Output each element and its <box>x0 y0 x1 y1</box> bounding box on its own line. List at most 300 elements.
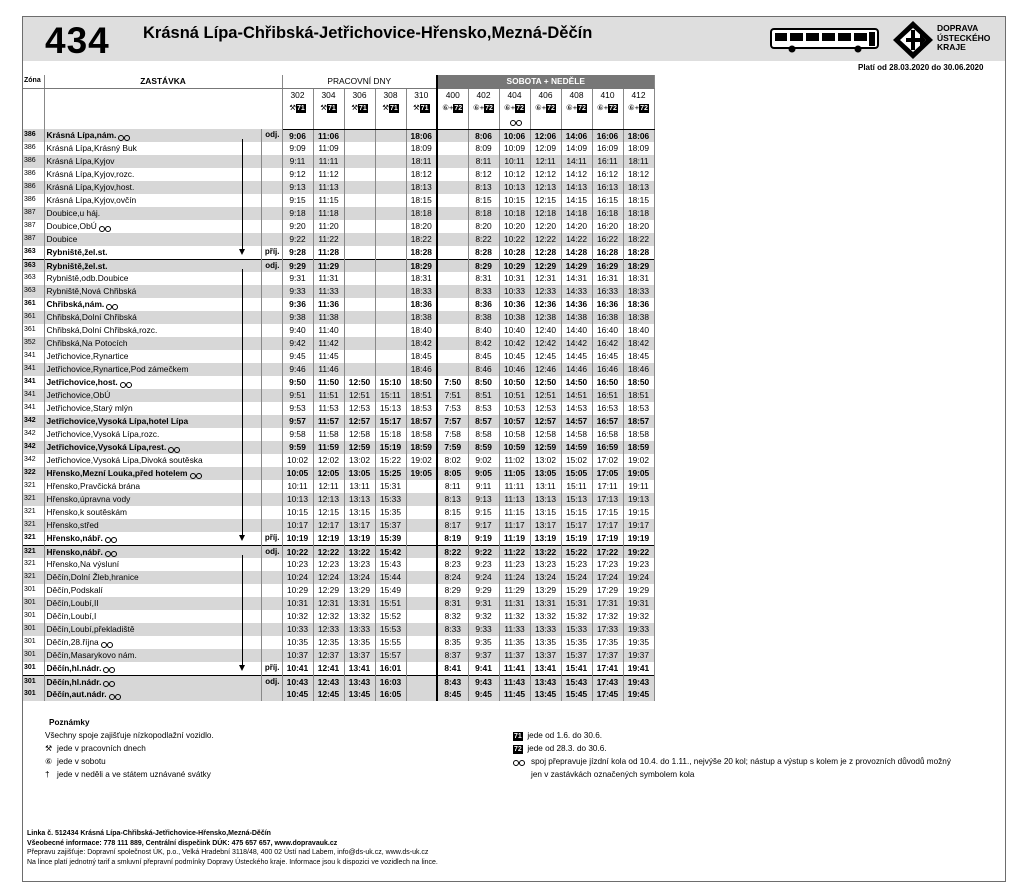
table-row <box>23 324 654 337</box>
arr-dep-label <box>261 506 282 519</box>
table-row <box>23 649 654 662</box>
departure-time: 8:40 <box>468 324 499 337</box>
departure-time <box>344 129 375 142</box>
day-mark-icon: ⑥+ <box>535 103 547 113</box>
departure-time: 13:19 <box>530 532 561 545</box>
departure-time: 7:51 <box>437 389 468 402</box>
departure-time: 18:42 <box>623 337 654 350</box>
table-row <box>23 532 654 545</box>
stop-name <box>44 623 261 636</box>
departure-time: 18:59 <box>623 441 654 454</box>
departure-time <box>375 168 406 181</box>
zone-cell: 301 <box>23 597 44 610</box>
departure-time: 11:19 <box>499 532 530 545</box>
departure-time: 10:29 <box>499 259 530 272</box>
zone-cell: 301 <box>23 688 44 701</box>
arr-dep-label <box>261 649 282 662</box>
departure-time: 13:02 <box>530 454 561 467</box>
departure-time: 13:29 <box>530 584 561 597</box>
table-row <box>23 675 654 688</box>
stop-cell <box>44 88 282 129</box>
departure-time: 8:09 <box>468 142 499 155</box>
departure-time: 11:46 <box>313 363 344 376</box>
departure-time: 8:11 <box>437 480 468 493</box>
code-badge: 71 <box>327 105 336 113</box>
departure-time: 9:57 <box>282 415 313 428</box>
trip-marks <box>499 101 530 115</box>
departure-time <box>406 597 437 610</box>
arr-dep-label <box>261 194 282 207</box>
day-mark-icon: ⑥+ <box>442 103 454 113</box>
departure-time: 13:05 <box>530 467 561 480</box>
departure-time: 12:22 <box>530 233 561 246</box>
code-badge: 72 <box>640 105 648 113</box>
trip-bike-cell <box>375 115 406 129</box>
departure-time: 19:35 <box>623 636 654 649</box>
departure-time: 17:19 <box>592 532 623 545</box>
departure-time: 10:28 <box>499 246 530 259</box>
departure-time: 11:22 <box>313 233 344 246</box>
note-text: jede od 28.3. do 30.6. <box>527 744 607 753</box>
departure-time: 18:33 <box>406 285 437 298</box>
departure-time: 15:42 <box>375 545 406 558</box>
departure-time: 11:17 <box>499 519 530 532</box>
departure-time: 11:29 <box>313 259 344 272</box>
code-badge: 72 <box>609 105 617 113</box>
arr-dep-label <box>261 142 282 155</box>
departure-time: 10:42 <box>499 337 530 350</box>
departure-time: 15:53 <box>375 623 406 636</box>
arr-dep-label: odj. <box>261 259 282 272</box>
departure-time: 9:11 <box>282 155 313 168</box>
footer-line: Na lince platí jednotný tarif a smluvní přepravní podmínky Dopravy Ústeckého kraje. Informace jsou k dispozici ve vozidlech na lince. <box>27 858 438 866</box>
departure-time: 9:12 <box>282 168 313 181</box>
day-mark-icon: ⚒ <box>351 103 358 113</box>
departure-time: 11:51 <box>313 389 344 402</box>
day-mark-icon: ⑥+ <box>597 103 609 113</box>
arr-dep-label <box>261 376 282 389</box>
departure-time: 18:59 <box>406 441 437 454</box>
departure-time: 15:18 <box>375 428 406 441</box>
note-item <box>45 755 214 768</box>
arr-dep-label <box>261 584 282 597</box>
departure-time <box>437 207 468 220</box>
departure-time <box>437 272 468 285</box>
bicycle-icon <box>510 118 522 125</box>
zone-cell: 386 <box>23 142 44 155</box>
departure-time: 9:05 <box>468 467 499 480</box>
departure-time: 9:43 <box>468 675 499 688</box>
departure-time: 16:13 <box>592 181 623 194</box>
departure-time <box>375 337 406 350</box>
arr-dep-label <box>261 493 282 506</box>
zone-cell: 363 <box>23 272 44 285</box>
logo-text-line: DOPRAVA <box>937 23 979 33</box>
departure-time: 8:23 <box>437 558 468 571</box>
table-row <box>23 376 654 389</box>
bicycle-icon <box>103 679 115 686</box>
stop-name <box>44 519 261 532</box>
departure-time: 16:15 <box>592 194 623 207</box>
zone-cell: 341 <box>23 350 44 363</box>
departure-time: 15:37 <box>561 649 592 662</box>
departure-time: 18:28 <box>623 246 654 259</box>
departure-time: 18:13 <box>406 181 437 194</box>
trip-bike-cell <box>561 115 592 129</box>
zone-cell: 352 <box>23 337 44 350</box>
departure-time: 8:53 <box>468 402 499 415</box>
departure-time: 12:42 <box>530 337 561 350</box>
departure-time: 15:11 <box>375 389 406 402</box>
departure-time: 12:37 <box>313 649 344 662</box>
departure-time: 9:38 <box>282 311 313 324</box>
departure-time: 9:17 <box>468 519 499 532</box>
departure-time: 19:19 <box>623 532 654 545</box>
trip-bike-cell <box>623 115 654 129</box>
departure-time: 15:22 <box>561 545 592 558</box>
departure-time: 8:57 <box>468 415 499 428</box>
departure-time: 13:33 <box>344 623 375 636</box>
stop-name-text: Jetřichovice,Starý mlýn <box>46 403 133 414</box>
departure-time: 18:53 <box>623 402 654 415</box>
table-row <box>23 181 654 194</box>
departure-time: 16:31 <box>592 272 623 285</box>
code-badge: 72 <box>454 105 463 113</box>
departure-time: 12:33 <box>313 623 344 636</box>
departure-time: 10:20 <box>499 220 530 233</box>
departure-time: 12:51 <box>530 389 561 402</box>
arr-dep-label <box>261 363 282 376</box>
departure-time: 19:23 <box>623 558 654 571</box>
departure-time: 10:36 <box>499 298 530 311</box>
departure-time <box>437 259 468 272</box>
departure-time: 10:33 <box>499 285 530 298</box>
departure-time: 14:45 <box>561 350 592 363</box>
departure-time: 15:17 <box>561 519 592 532</box>
table-row <box>23 506 654 519</box>
table-row <box>23 337 654 350</box>
note-item <box>45 768 214 781</box>
zone-cell: 342 <box>23 441 44 454</box>
zone-cell: 321 <box>23 532 44 545</box>
arr-dep-label <box>261 480 282 493</box>
departure-time: 8:42 <box>468 337 499 350</box>
zone-cell: 321 <box>23 558 44 571</box>
zone-cell: 301 <box>23 649 44 662</box>
arr-dep-label <box>261 571 282 584</box>
zone-cell: 321 <box>23 506 44 519</box>
pass-through-line <box>242 555 243 665</box>
stop-name <box>44 493 261 506</box>
departure-time: 16:12 <box>592 168 623 181</box>
stop-name-text: Rybniště,žel.st. <box>46 260 108 271</box>
departure-time: 18:18 <box>406 207 437 220</box>
departure-time: 16:51 <box>592 389 623 402</box>
departure-time: 12:59 <box>344 441 375 454</box>
departure-time: 12:11 <box>530 155 561 168</box>
logo-text-line: KRAJE <box>937 42 966 52</box>
bicycle-icon <box>513 758 525 765</box>
trip-marks <box>344 101 375 115</box>
departure-time: 15:23 <box>561 558 592 571</box>
departure-time: 12:15 <box>530 194 561 207</box>
trip-bike-cell <box>406 115 437 129</box>
table-row <box>23 428 654 441</box>
departure-time: 10:33 <box>282 623 313 636</box>
table-row <box>23 168 654 181</box>
footer-line <box>27 829 438 839</box>
departure-time: 18:31 <box>406 272 437 285</box>
departure-time <box>406 649 437 662</box>
table-row <box>23 493 654 506</box>
departure-time: 14:46 <box>561 363 592 376</box>
departure-time: 8:05 <box>437 467 468 480</box>
arr-dep-label <box>261 350 282 363</box>
trip-number: 306 <box>344 88 375 101</box>
stop-name-text: Děčín,Masarykovo nám. <box>46 650 137 661</box>
zone-cell: 386 <box>23 129 44 142</box>
trip-number: 304 <box>313 88 344 101</box>
trip-number: 400 <box>437 88 468 101</box>
departure-time: 14:12 <box>561 168 592 181</box>
departure-time: 12:32 <box>313 610 344 623</box>
departure-time <box>437 181 468 194</box>
departure-time: 16:09 <box>592 142 623 155</box>
stop-name <box>44 259 261 272</box>
stop-name <box>44 558 261 571</box>
departure-time: 19:02 <box>623 454 654 467</box>
stop-name <box>44 337 261 350</box>
departure-time: 15:02 <box>561 454 592 467</box>
departure-time: 8:11 <box>468 155 499 168</box>
day-mark-icon: ⚒ <box>289 103 296 113</box>
arr-dep-label <box>261 272 282 285</box>
stop-name-text: Doubice <box>46 234 78 245</box>
departure-time: 11:09 <box>313 142 344 155</box>
departure-time: 12:38 <box>530 311 561 324</box>
departure-time: 19:41 <box>623 662 654 675</box>
departure-time: 11:59 <box>313 441 344 454</box>
departure-time: 15:41 <box>561 662 592 675</box>
departure-time: 18:58 <box>406 428 437 441</box>
departure-time: 10:02 <box>282 454 313 467</box>
stop-name <box>44 415 261 428</box>
stop-name <box>44 532 261 545</box>
stop-name-text: Chřibská,Dolní Chřibská <box>46 312 137 323</box>
arr-dep-label <box>261 155 282 168</box>
arr-dep-label <box>261 467 282 480</box>
departure-time <box>344 194 375 207</box>
departure-time: 16:36 <box>592 298 623 311</box>
departure-time: 11:24 <box>499 571 530 584</box>
zone-cell: 386 <box>23 181 44 194</box>
departure-time: 16:58 <box>592 428 623 441</box>
departure-time: 18:53 <box>406 402 437 415</box>
stop-name-text: Děčín,Dolní Žleb,hranice <box>46 572 139 583</box>
departure-time: 9:45 <box>468 688 499 701</box>
departure-time: 13:22 <box>530 545 561 558</box>
departure-time <box>375 285 406 298</box>
departure-time: 17:24 <box>592 571 623 584</box>
table-row <box>23 259 654 272</box>
departure-time: 8:43 <box>437 675 468 688</box>
departure-time: 11:50 <box>313 376 344 389</box>
departure-time: 9:33 <box>282 285 313 298</box>
departure-time: 19:11 <box>623 480 654 493</box>
departure-time: 12:23 <box>313 558 344 571</box>
departure-time: 16:20 <box>592 220 623 233</box>
weekend-header: SOBOTA + NEDĚLE <box>437 75 654 88</box>
day-mark-icon: ⚒ <box>320 103 327 113</box>
departure-time: 17:22 <box>592 545 623 558</box>
table-row <box>23 142 654 155</box>
trip-number: 404 <box>499 88 530 101</box>
departure-time: 8:51 <box>468 389 499 402</box>
trip-marks <box>375 101 406 115</box>
departure-time: 13:33 <box>530 623 561 636</box>
departure-time <box>437 363 468 376</box>
bicycle-icon <box>118 133 130 140</box>
departure-time: 18:38 <box>623 311 654 324</box>
down-arrow-icon <box>239 665 245 671</box>
departure-time: 18:46 <box>623 363 654 376</box>
departure-time: 16:29 <box>592 259 623 272</box>
stop-name-text: Rybniště,žel.st. <box>46 247 108 258</box>
table-row <box>23 129 654 142</box>
departure-time: 18:11 <box>406 155 437 168</box>
departure-time: 12:33 <box>530 285 561 298</box>
departure-time <box>375 181 406 194</box>
arr-dep-label <box>261 298 282 311</box>
departure-time: 13:41 <box>344 662 375 675</box>
stop-name-text: Hřensko,Mezní Louka,před hotelem <box>46 468 188 479</box>
stop-name-text: Děčín,28.října <box>46 637 99 648</box>
departure-time: 15:11 <box>561 480 592 493</box>
arr-dep-label: odj. <box>261 545 282 558</box>
departure-time: 18:50 <box>406 376 437 389</box>
departure-time <box>344 246 375 259</box>
departure-time: 14:50 <box>561 376 592 389</box>
departure-time <box>437 233 468 246</box>
bicycle-icon <box>103 665 115 672</box>
stop-name-text: Děčín,Loubí,překladiště <box>46 624 135 635</box>
trip-number: 412 <box>623 88 654 101</box>
zone-cell: 387 <box>23 220 44 233</box>
departure-time: 11:40 <box>313 324 344 337</box>
departure-time: 12:59 <box>530 441 561 454</box>
footer-line-text: Linka č. 512434 Krásná Lípa-Chřibská-Jetřichovice-Hřensko,Mezná-Děčín <box>27 830 271 837</box>
departure-time: 8:45 <box>468 350 499 363</box>
departure-time: 9:40 <box>282 324 313 337</box>
note-item <box>513 742 983 755</box>
table-row <box>23 519 654 532</box>
departure-time: 17:45 <box>592 688 623 701</box>
departure-time: 19:32 <box>623 610 654 623</box>
departure-time: 9:31 <box>468 597 499 610</box>
departure-time <box>344 220 375 233</box>
timetable <box>23 75 655 701</box>
departure-time: 17:23 <box>592 558 623 571</box>
stop-name-text: Doubice,u háj. <box>46 208 101 219</box>
departure-time: 8:22 <box>468 233 499 246</box>
departure-time: 17:43 <box>592 675 623 688</box>
table-row <box>23 441 654 454</box>
code-badge: 72 <box>485 105 493 113</box>
trip-bike-cell <box>313 115 344 129</box>
bicycle-icon <box>109 692 121 699</box>
departure-time: 18:33 <box>623 285 654 298</box>
table-row <box>23 571 654 584</box>
departure-time <box>375 194 406 207</box>
departure-time: 15:57 <box>375 649 406 662</box>
stop-name-text: Krásná Lípa,Krásný Buk <box>46 143 137 154</box>
departure-time: 10:22 <box>499 233 530 246</box>
departure-time: 11:13 <box>499 493 530 506</box>
departure-time: 18:20 <box>406 220 437 233</box>
stop-name <box>44 428 261 441</box>
departure-time <box>344 298 375 311</box>
departure-time: 12:06 <box>530 129 561 142</box>
table-row <box>23 636 654 649</box>
departure-time: 18:51 <box>623 389 654 402</box>
departure-time: 11:53 <box>313 402 344 415</box>
departure-time: 8:13 <box>468 181 499 194</box>
day-mark-icon: ⚒ <box>382 103 389 113</box>
zone-cell <box>23 88 44 129</box>
arr-dep-label <box>261 623 282 636</box>
departure-time: 13:22 <box>344 545 375 558</box>
departure-time: 12:22 <box>313 545 344 558</box>
stop-name <box>44 311 261 324</box>
departure-time <box>406 584 437 597</box>
departure-time: 12:36 <box>530 298 561 311</box>
bicycle-icon <box>120 380 132 387</box>
departure-time: 18:58 <box>623 428 654 441</box>
departure-time: 13:32 <box>344 610 375 623</box>
departure-time: 11:28 <box>313 246 344 259</box>
departure-time: 13:29 <box>344 584 375 597</box>
departure-time: 14:36 <box>561 298 592 311</box>
departure-time: 19:05 <box>406 467 437 480</box>
departure-time: 7:58 <box>437 428 468 441</box>
departure-time: 11:23 <box>499 558 530 571</box>
stop-name-text: Hřensko,střed <box>46 520 99 531</box>
trip-bike-cell <box>592 115 623 129</box>
departure-time: 11:06 <box>313 129 344 142</box>
trip-bike-cell <box>530 115 561 129</box>
zone-cell: 301 <box>23 610 44 623</box>
bicycle-icon <box>105 549 117 556</box>
departure-time: 12:13 <box>530 181 561 194</box>
departure-time: 12:17 <box>313 519 344 532</box>
stop-name <box>44 402 261 415</box>
trip-bike-cell <box>282 115 313 129</box>
departure-time: 9:31 <box>282 272 313 285</box>
departure-time: 18:29 <box>623 259 654 272</box>
departure-time: 14:18 <box>561 207 592 220</box>
departure-time: 18:50 <box>623 376 654 389</box>
departure-time: 16:59 <box>592 441 623 454</box>
stop-name <box>44 168 261 181</box>
departure-time: 9:51 <box>282 389 313 402</box>
trip-marks <box>437 101 468 115</box>
departure-time <box>406 493 437 506</box>
departure-time: 13:24 <box>344 571 375 584</box>
departure-time: 9:35 <box>468 636 499 649</box>
departure-time: 15:15 <box>561 506 592 519</box>
departure-time: 7:57 <box>437 415 468 428</box>
departure-time: 14:29 <box>561 259 592 272</box>
